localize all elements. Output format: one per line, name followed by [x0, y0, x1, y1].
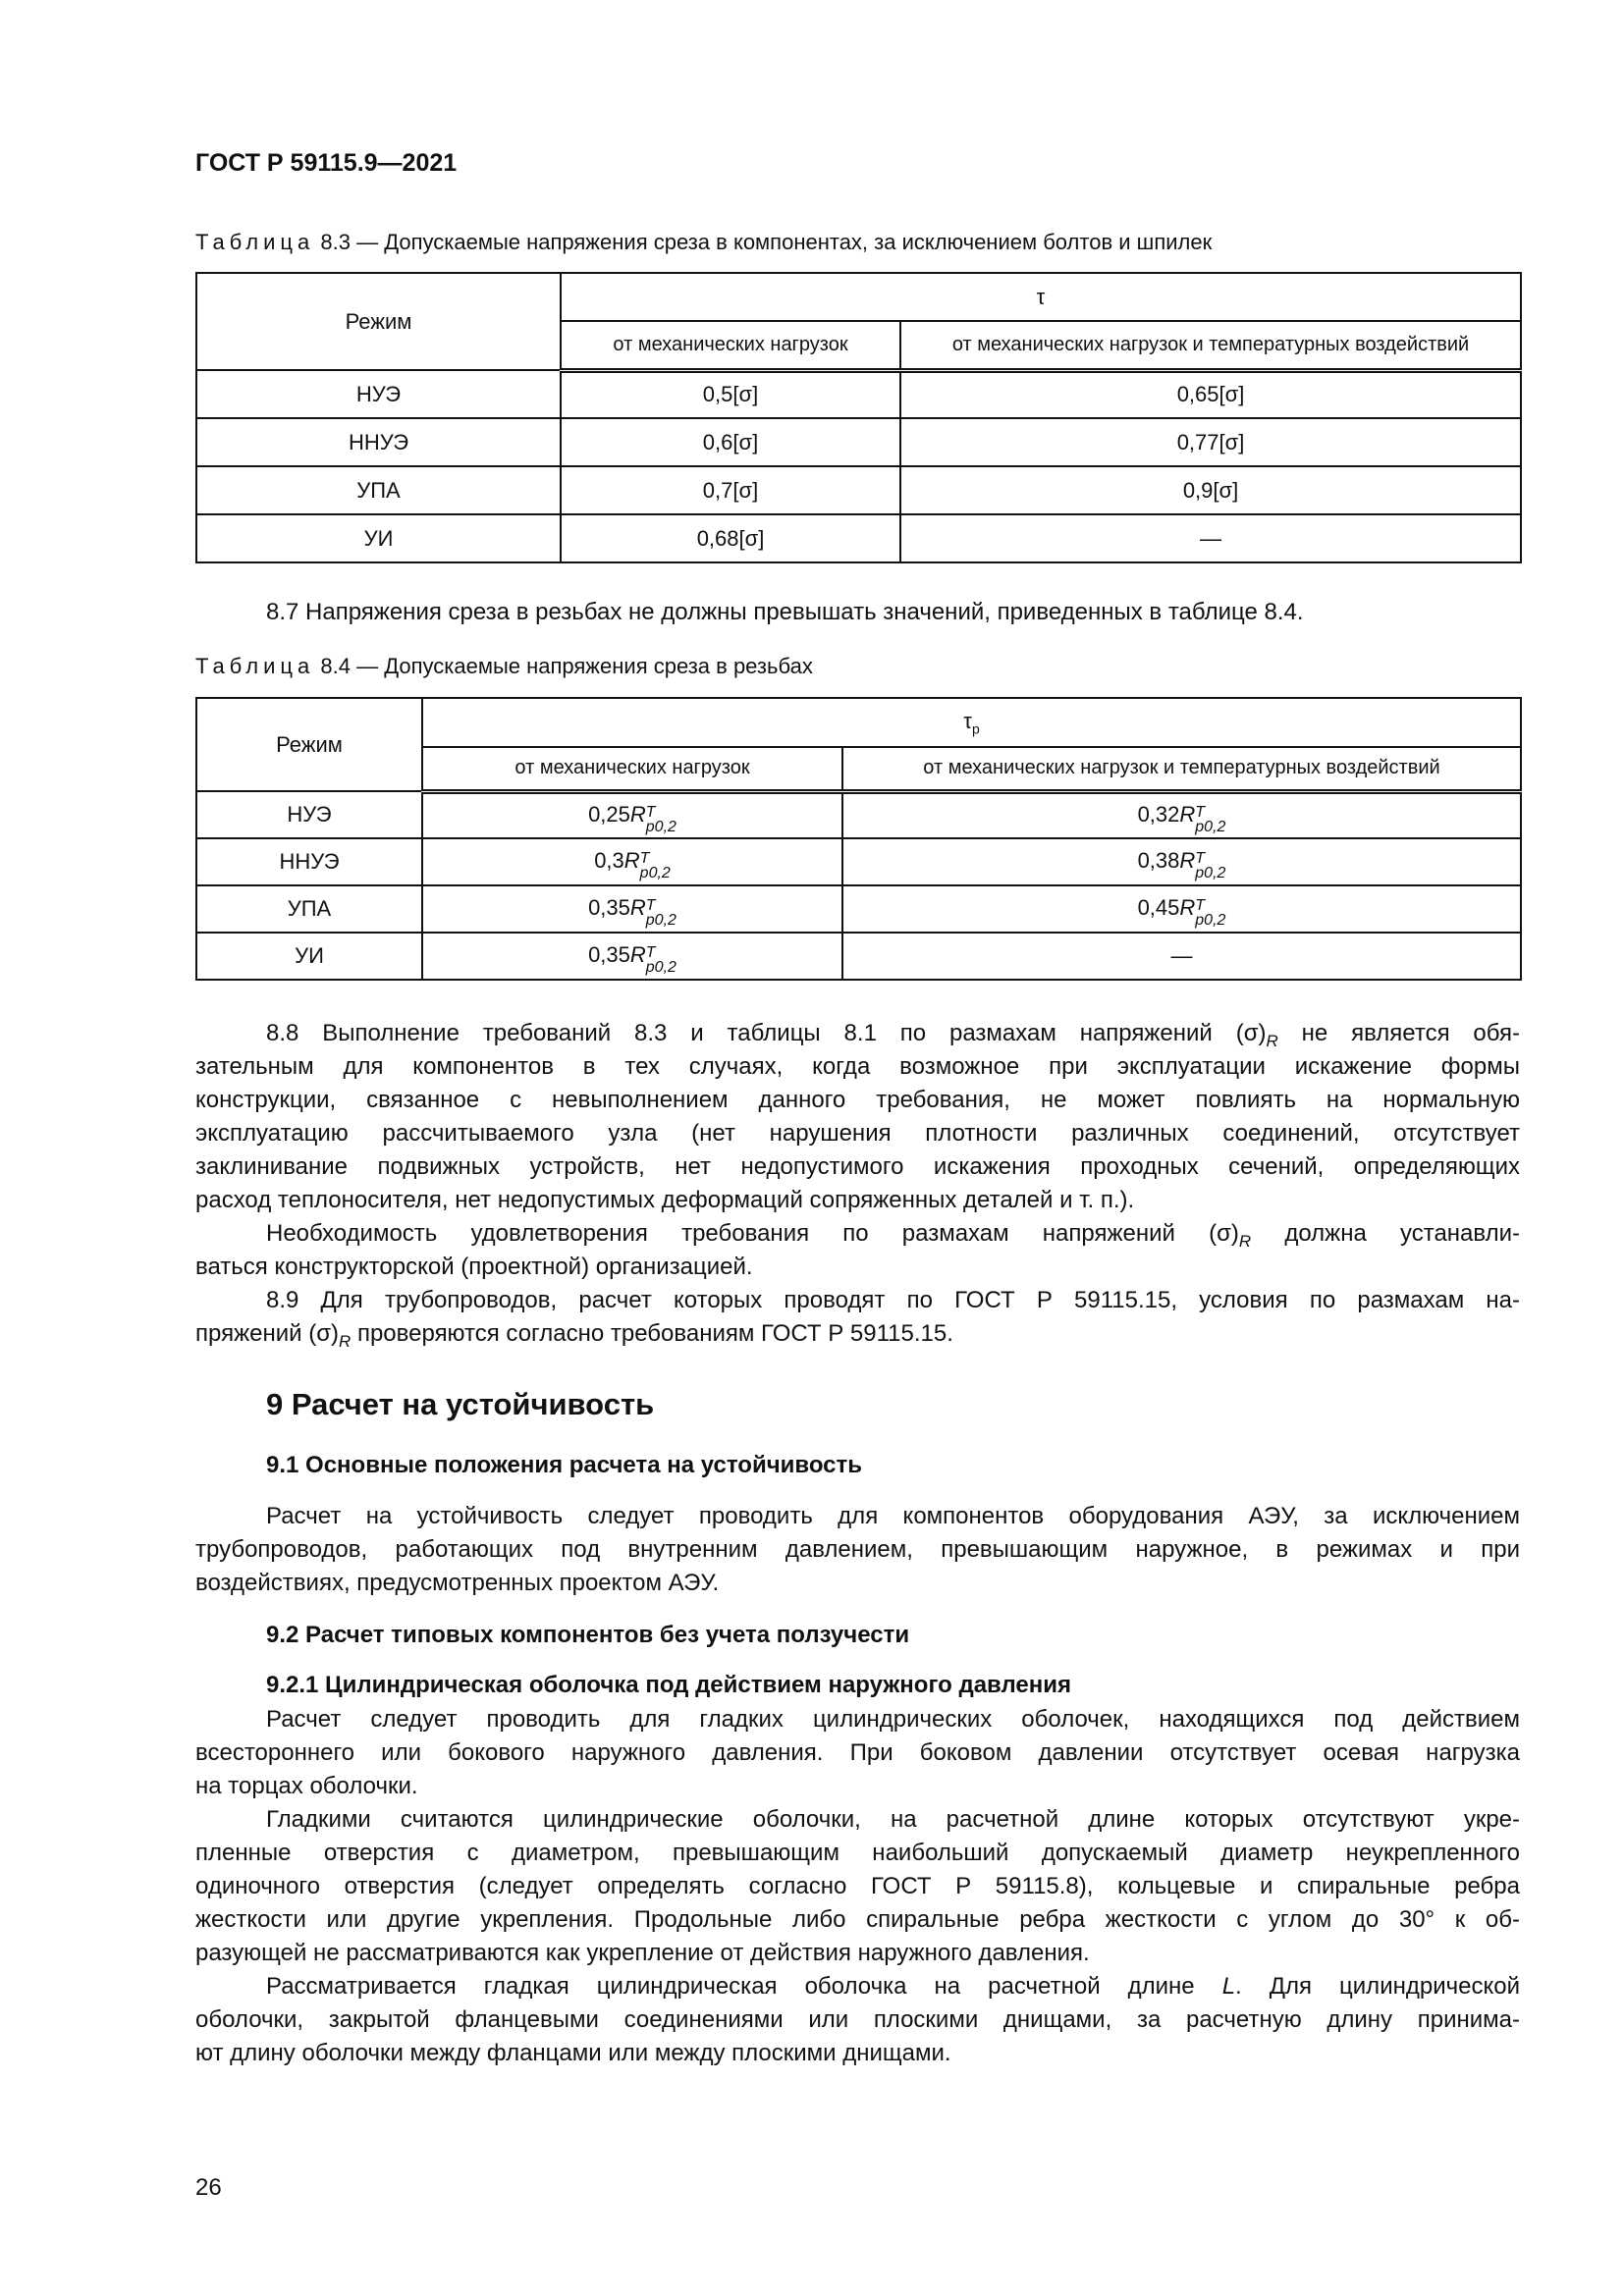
mode-cell: УИ [196, 933, 422, 980]
caption-text: 8.3 — Допускаемые напряжения среза в компонентах, за исключением болтов и шпилек [320, 230, 1213, 254]
superscript: T [639, 850, 650, 867]
mech-cell [422, 838, 842, 885]
coefficient: 0,32 [1137, 801, 1180, 827]
coefficient: 0,25 [588, 801, 630, 827]
subscript: p0,2 [645, 959, 677, 976]
subscript: p0,2 [1195, 912, 1226, 929]
symbol: R [623, 847, 640, 873]
mode-cell: УПА [196, 885, 422, 933]
text-run: Необходимость удовлетворения требования по размахам напряжений (σ) [266, 1220, 1239, 1247]
text-line [195, 1050, 1520, 1084]
text-line [195, 1284, 1520, 1317]
stress-value [588, 894, 677, 929]
text-run: оболочки, закрытой фланцевыми соединениями или плоскими днищами, за расчетную длину принима- [195, 2006, 1520, 2033]
paragraph-9-2-1-b [195, 1803, 1520, 1970]
table-row [196, 466, 1521, 514]
superscript: T [1195, 850, 1206, 867]
text-line [195, 2003, 1520, 2037]
coefficient: 0,35 [588, 941, 630, 967]
text-line [195, 1567, 1520, 1600]
mech-cell [422, 885, 842, 933]
stress-value [588, 801, 677, 835]
section-9-heading: 9 Расчет на устойчивость [266, 1387, 655, 1421]
subscript: p0,2 [639, 865, 671, 881]
table-8-3-caption [195, 230, 1212, 255]
text-run: ваться конструкторской (проектной) организацией. [195, 1254, 753, 1280]
text-run: Расчет на устойчивость следует проводить для компонентов оборудования АЭУ, за исключением [266, 1503, 1520, 1529]
paragraph-8-7 [195, 596, 1520, 629]
text-line [195, 1736, 1520, 1770]
mode-cell: НУЭ [196, 791, 422, 838]
symbol: R [629, 941, 646, 967]
stress-value [588, 941, 677, 976]
text-run: на торцах оболочки. [195, 1773, 418, 1799]
section-9-1-heading: 9.1 Основные положения расчета на устойчивость [266, 1452, 863, 1478]
stress-value [1137, 847, 1226, 881]
table-row [196, 370, 1521, 418]
text-run: одиночного отверстия (следует определять согласно ГОСТ Р 59115.8), кольцевые и спиральные ребра [195, 1873, 1520, 1899]
symbol: R [1179, 847, 1196, 873]
subscript: p0,2 [645, 912, 677, 929]
superscript: T [645, 944, 656, 961]
text-line [195, 1184, 1520, 1217]
text-run: разующей не рассматриваются как укрепление от действия наружного давления. [195, 1940, 1090, 1966]
text-run: 8.9 Для трубопроводов, расчет которых проводят по ГОСТ Р 59115.15, условия по размахам на- [266, 1287, 1520, 1313]
table-row [196, 885, 1521, 933]
superscript: T [645, 897, 656, 914]
text-run: трубопроводов, работающих под внутренним давлением, превышающим наружное, в режимах и при [195, 1536, 1520, 1563]
header-tau-p [422, 698, 1521, 747]
mech-temp-cell: 0,77[σ] [900, 418, 1521, 466]
paragraph-8-8 [195, 1017, 1520, 1217]
table-row [196, 791, 1521, 838]
text-line [195, 1251, 1520, 1284]
text-run: должна устанавли- [1251, 1220, 1520, 1247]
tau-symbol: τ [963, 708, 972, 733]
sup-sub [1195, 805, 1225, 834]
table-row [196, 838, 1521, 885]
mode-cell: УПА [196, 466, 561, 514]
text-line [195, 1870, 1520, 1903]
caption-text: 8.4 — Допускаемые напряжения среза в резьбах [320, 654, 813, 678]
text-line [195, 1084, 1520, 1117]
mech-temp-cell: 0,65[σ] [900, 370, 1521, 418]
mech-temp-cell: — [900, 514, 1521, 562]
mode-cell: ННУЭ [196, 838, 422, 885]
caption-word: Таблица [195, 654, 315, 678]
header-tau: τ [561, 273, 1521, 321]
text-run: не является обя- [1277, 1020, 1520, 1046]
text-line [195, 596, 1520, 629]
section-9-2-heading: 9.2 Расчет типовых компонентов без учета ползучести [266, 1622, 910, 1648]
text-run: всестороннего или бокового наружного давления. При боковом давлении отсутствует осевая нагрузка [195, 1739, 1520, 1766]
text-line [195, 1217, 1520, 1251]
coefficient: 0,3 [594, 847, 624, 873]
text-line [195, 2037, 1520, 2070]
text-line [195, 1117, 1520, 1150]
table-row [196, 933, 1521, 980]
text-run: пряжений (σ) [195, 1320, 340, 1347]
subscript-r: R [339, 1332, 352, 1351]
sup-sub [640, 851, 671, 881]
mech-temp-cell: 0,9[σ] [900, 466, 1521, 514]
header-mech-temp: от механических нагрузок и температурных воздействий [900, 321, 1521, 370]
mech-cell: 0,7[σ] [561, 466, 900, 514]
document-header: ГОСТ Р 59115.9—2021 [195, 149, 458, 177]
superscript: T [645, 803, 656, 821]
text-line [195, 1803, 1520, 1837]
sup-sub [646, 945, 677, 975]
text-run: эксплуатацию рассчитываемого узла (нет нарушения плотности различных соединений, отсутствует [195, 1120, 1520, 1147]
subscript: p0,2 [1195, 865, 1226, 881]
subscript: p0,2 [1195, 818, 1226, 835]
symbol: R [629, 801, 646, 827]
text-run: жесткости или другие укрепления. Продольные либо спиральные ребра жесткости с углом до 30° к об- [195, 1906, 1520, 1933]
text-run: 8.8 Выполнение требований 8.3 и таблицы 8.1 по размахам напряжений (σ) [266, 1020, 1267, 1046]
text-line [195, 1317, 1520, 1351]
mode-cell: УИ [196, 514, 561, 562]
coefficient: 0,45 [1137, 894, 1180, 920]
header-mech: от механических нагрузок [561, 321, 900, 370]
table-row [196, 418, 1521, 466]
paragraph-9-2-1-a [195, 1703, 1520, 1803]
mech-cell [422, 933, 842, 980]
text-line [195, 1770, 1520, 1803]
text-line [195, 1903, 1520, 1937]
stress-value [1137, 801, 1226, 835]
superscript: T [1195, 803, 1206, 821]
table-8-3 [195, 272, 1522, 563]
text-line [195, 1150, 1520, 1184]
paragraph-9-1 [195, 1500, 1520, 1600]
italic-symbol: L [1221, 1973, 1236, 2000]
text-run: . Для цилиндрической [1235, 1973, 1520, 2000]
caption-word: Таблица [195, 230, 315, 254]
symbol: R [1179, 894, 1196, 920]
mech-temp-cell [842, 838, 1521, 885]
text-line [195, 1533, 1520, 1567]
text-run: проверяются согласно требованиям ГОСТ Р 59115.15. [351, 1320, 953, 1347]
text-run: Расчет следует проводить для гладких цилиндрических оболочек, находящихся под действием [266, 1706, 1520, 1733]
page-number: 26 [195, 2174, 222, 2201]
text-line [195, 1017, 1520, 1050]
mode-cell: НУЭ [196, 370, 561, 418]
sup-sub [1195, 898, 1225, 928]
table-8-4-caption [195, 654, 813, 679]
paragraph-8-8-continued [195, 1217, 1520, 1284]
text-line [195, 1837, 1520, 1870]
mech-temp-cell [842, 791, 1521, 838]
text-run: воздействиях, предусмотренных проектом АЭУ. [195, 1570, 720, 1596]
mech-temp-cell [842, 885, 1521, 933]
sup-sub [1195, 851, 1225, 881]
text-run: расход теплоносителя, нет недопустимых деформаций сопряженных деталей и т. п.). [195, 1187, 1135, 1213]
text-line [195, 1937, 1520, 1970]
section-9-2-1-heading: 9.2.1 Цилиндрическая оболочка под действием наружного давления [266, 1672, 1072, 1698]
subscript-r: R [1266, 1032, 1278, 1050]
header-mode: Режим [196, 698, 422, 791]
superscript: T [1195, 897, 1206, 914]
header-mech-temp: от механических нагрузок и температурных воздействий [842, 747, 1521, 791]
sup-sub [646, 898, 677, 928]
text-run: конструкции, связанное с невыполнением данного требования, не может повлиять на нормальную [195, 1087, 1520, 1113]
text-line [195, 1703, 1520, 1736]
mech-cell [422, 791, 842, 838]
paragraph-8-9 [195, 1284, 1520, 1351]
header-mech: от механических нагрузок [422, 747, 842, 791]
sup-sub [646, 805, 677, 834]
text-run: заклинивание подвижных устройств, нет недопустимого искажения проходных сечений, определяющих [195, 1153, 1520, 1180]
text-run: зательным для компонентов в тех случаях, когда возможное при эксплуатации искажение формы [195, 1053, 1520, 1080]
paragraph-9-2-1-c [195, 1970, 1520, 2070]
mech-temp-cell: — [842, 933, 1521, 980]
mech-cell: 0,5[σ] [561, 370, 900, 418]
text-line [195, 1500, 1520, 1533]
stress-value [1137, 894, 1226, 929]
text-run: Рассматривается гладкая цилиндрическая оболочка на расчетной длине [266, 1973, 1222, 2000]
coefficient: 0,38 [1137, 847, 1180, 873]
table-row [196, 514, 1521, 562]
stress-value [594, 847, 671, 881]
header-mode: Режим [196, 273, 561, 370]
tau-subscript: p [971, 721, 980, 737]
table-8-4 [195, 697, 1522, 981]
text-line [195, 1970, 1520, 2003]
text-run: Гладкими считаются цилиндрические оболочки, на расчетной длине которых отсутствуют укре- [266, 1806, 1520, 1833]
text-run: ют длину оболочки между фланцами или между плоскими днищами. [195, 2040, 951, 2066]
text-run: 8.7 Напряжения среза в резьбах не должны превышать значений, приведенных в таблице 8.4. [266, 599, 1304, 625]
subscript: p0,2 [645, 818, 677, 835]
subscript-r: R [1238, 1232, 1252, 1251]
coefficient: 0,35 [588, 894, 630, 920]
mode-cell: ННУЭ [196, 418, 561, 466]
symbol: R [1179, 801, 1196, 827]
mech-cell: 0,6[σ] [561, 418, 900, 466]
text-run: пленные отверстия с диаметром, превышающим наибольший допускаемый диаметр неукрепленного [195, 1840, 1520, 1866]
mech-cell: 0,68[σ] [561, 514, 900, 562]
symbol: R [629, 894, 646, 920]
